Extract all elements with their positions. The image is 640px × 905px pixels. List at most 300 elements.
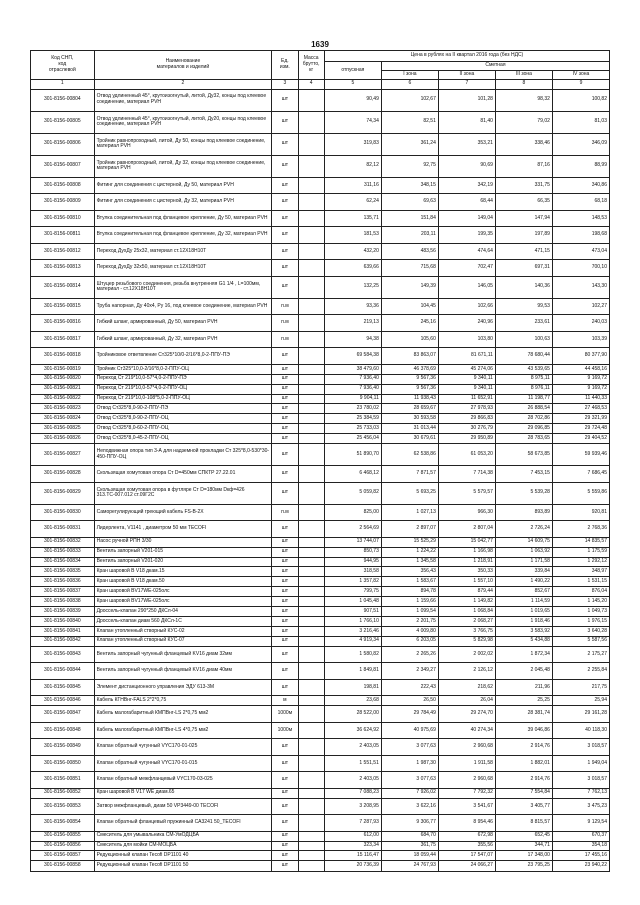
release-price: 51 890,70 — [324, 444, 381, 466]
item-unit: п.м — [272, 298, 298, 315]
item-mass — [298, 755, 324, 772]
item-name: Вентиль запорный чугунный фланцевый KV16 диам 32мм — [94, 646, 272, 663]
table-row — [31, 607, 610, 617]
zone-1-price: 5 693,25 — [381, 482, 438, 504]
item-unit: шт — [272, 788, 298, 798]
zone-1-price: 9 567,36 — [381, 384, 438, 394]
zone-2-price: 2 960,68 — [438, 772, 495, 789]
item-name: Вентиль запорный V201-015 — [94, 547, 272, 557]
table-row — [31, 646, 610, 663]
zone-2-price: 90,69 — [438, 155, 495, 177]
zone-2-price: 11 652,91 — [438, 394, 495, 404]
item-mass — [298, 227, 324, 244]
zone-1-price: 2 349,27 — [381, 663, 438, 680]
item-mass — [298, 404, 324, 414]
zone-3-price: 100,63 — [495, 331, 552, 348]
item-unit: шт — [272, 626, 298, 636]
table-row — [31, 831, 610, 841]
zone-1-price: 69,63 — [381, 194, 438, 211]
release-price: 311,16 — [324, 177, 381, 194]
zone-2-price: 29 950,89 — [438, 434, 495, 444]
zone-1-price: 1 224,22 — [381, 547, 438, 557]
item-name: Кран шаровой В V17 WE диам.65 — [94, 788, 272, 798]
release-price: 5 059,82 — [324, 482, 381, 504]
zone-1-price: 31 013,44 — [381, 424, 438, 434]
zone-2-price: 1 218,91 — [438, 557, 495, 567]
column-index: 7 — [438, 79, 495, 89]
item-unit: шт — [272, 133, 298, 155]
item-code: 301-8156-00821 — [31, 384, 95, 394]
zone-3-price: 79,02 — [495, 111, 552, 133]
header-price-title: Цена в рублях на II квартал 2016 года (без НДС) — [324, 51, 609, 62]
zone-2-price: 17 547,07 — [438, 851, 495, 861]
page-number: 1639 — [311, 40, 329, 49]
item-mass — [298, 587, 324, 597]
item-mass — [298, 384, 324, 394]
zone-4-price: 670,37 — [552, 831, 609, 841]
zone-1-price: 361,24 — [381, 133, 438, 155]
zone-3-price: 17 348,00 — [495, 851, 552, 861]
item-unit: шт — [272, 177, 298, 194]
zone-1-price: 483,56 — [381, 243, 438, 260]
zone-4-price: 217,75 — [552, 679, 609, 696]
item-mass — [298, 547, 324, 557]
zone-4-price: 80 377,90 — [552, 348, 609, 365]
item-mass — [298, 260, 324, 277]
item-unit: п.м — [272, 504, 298, 521]
item-unit: шт — [272, 607, 298, 617]
table-row — [31, 706, 610, 723]
zone-2-price: 218,62 — [438, 679, 495, 696]
item-code: 301-8156-00854 — [31, 815, 95, 832]
item-mass — [298, 394, 324, 404]
zone-4-price: 2 255,84 — [552, 663, 609, 680]
item-mass — [298, 597, 324, 607]
zone-2-price: 2 960,68 — [438, 739, 495, 756]
item-name: Саморегулирующий греющий кабель FS-B-2X — [94, 504, 272, 521]
zone-3-price: 140,36 — [495, 276, 552, 298]
zone-3-price: 87,16 — [495, 155, 552, 177]
item-mass — [298, 348, 324, 365]
item-name: Тройник равнопроходный, литой, Ду 32, концы под клеевое соединение, материал PVH — [94, 155, 272, 177]
item-unit: шт — [272, 815, 298, 832]
zone-4-price: 3 475,23 — [552, 798, 609, 815]
zone-4-price: 1 292,12 — [552, 557, 609, 567]
zone-2-price: 8 954,46 — [438, 815, 495, 832]
item-code: 301-8156-00823 — [31, 404, 95, 414]
zone-1-price: 3 077,63 — [381, 739, 438, 756]
item-unit: шт — [272, 851, 298, 861]
table-row — [31, 851, 610, 861]
zone-2-price: 7 792,32 — [438, 788, 495, 798]
item-unit: шт — [272, 755, 298, 772]
item-code: 301-8156-00825 — [31, 424, 95, 434]
zone-4-price: 1 531,15 — [552, 577, 609, 587]
zone-1-price: 9 567,36 — [381, 374, 438, 384]
zone-4-price: 9 169,72 — [552, 384, 609, 394]
zone-3-price: 1 882,01 — [495, 755, 552, 772]
item-code: 301-8156-00832 — [31, 537, 95, 547]
item-code: 301-8156-00840 — [31, 616, 95, 626]
table-row — [31, 537, 610, 547]
zone-1-price: 151,84 — [381, 210, 438, 227]
zone-3-price: 1 019,65 — [495, 607, 552, 617]
item-code: 301-8156-00815 — [31, 298, 95, 315]
zone-3-price: 5 539,28 — [495, 482, 552, 504]
zone-1-price: 1 583,67 — [381, 577, 438, 587]
item-code: 301-8156-00814 — [31, 276, 95, 298]
item-name: Отвод Ст325*8,0-60-2-ППУ-ОЦ — [94, 424, 272, 434]
zone-1-price: 715,68 — [381, 260, 438, 277]
table-row — [31, 243, 610, 260]
item-mass — [298, 706, 324, 723]
item-mass — [298, 444, 324, 466]
item-name: Лидерлента, V1141 , диаметром 50 мм TECOFI — [94, 521, 272, 538]
release-price: 907,51 — [324, 607, 381, 617]
item-code: 301-8156-00816 — [31, 315, 95, 332]
zone-4-price: 1 145,20 — [552, 597, 609, 607]
zone-4-price: 29 404,52 — [552, 434, 609, 444]
item-name: Клапан утопленный створный КУС-07 — [94, 636, 272, 646]
zone-3-price: 2 045,48 — [495, 663, 552, 680]
header-mass: Масса брутто, кг — [298, 51, 324, 80]
zone-2-price: 672,98 — [438, 831, 495, 841]
zone-1-price: 1 159,66 — [381, 597, 438, 607]
item-unit: шт — [272, 616, 298, 626]
item-code: 301-8156-00846 — [31, 696, 95, 706]
zone-1-price: 361,75 — [381, 841, 438, 851]
zone-2-price: 15 042,77 — [438, 537, 495, 547]
column-index: 5 — [324, 79, 381, 89]
item-unit: шт — [272, 798, 298, 815]
zone-1-price: 3 077,63 — [381, 772, 438, 789]
header-estimate-price: Сметная — [381, 62, 609, 71]
zone-2-price: 61 053,20 — [438, 444, 495, 466]
table-row — [31, 111, 610, 133]
header-zone-1: I зона — [381, 70, 438, 79]
table-row — [31, 636, 610, 646]
zone-2-price: 702,47 — [438, 260, 495, 277]
zone-3-price: 211,96 — [495, 679, 552, 696]
zone-2-price: 9 340,11 — [438, 374, 495, 384]
item-unit: шт — [272, 276, 298, 298]
zone-4-price: 29 161,28 — [552, 706, 609, 723]
item-name: Кран шаровой В V18 дкам.15 — [94, 567, 272, 577]
zone-2-price: 355,56 — [438, 841, 495, 851]
release-price: 13 744,07 — [324, 537, 381, 547]
release-price: 82,12 — [324, 155, 381, 177]
zone-3-price: 233,61 — [495, 315, 552, 332]
table-row — [31, 587, 610, 597]
zone-3-price: 26 888,54 — [495, 404, 552, 414]
zone-2-price: 1 149,82 — [438, 597, 495, 607]
zone-2-price: 29 274,70 — [438, 706, 495, 723]
zone-1-price: 2 265,26 — [381, 646, 438, 663]
zone-3-price: 8 976,11 — [495, 384, 552, 394]
item-mass — [298, 815, 324, 832]
item-unit: п.м — [272, 315, 298, 332]
column-index: 4 — [298, 79, 324, 89]
release-price: 93,36 — [324, 298, 381, 315]
release-price: 25 733,03 — [324, 424, 381, 434]
item-code: 301-8156-00822 — [31, 394, 95, 404]
zone-4-price: 700,10 — [552, 260, 609, 277]
zone-2-price: 101,28 — [438, 89, 495, 111]
zone-1-price: 2 201,75 — [381, 616, 438, 626]
item-code: 301-8156-00831 — [31, 521, 95, 538]
release-price: 198,81 — [324, 679, 381, 696]
item-mass — [298, 414, 324, 424]
zone-3-price: 98,32 — [495, 89, 552, 111]
item-name: Скользящая хомутовая опора в футляре Ст D=180мм Dкф=426 313.ТС-007.012 ст.09Г2С — [94, 482, 272, 504]
zone-3-price: 197,89 — [495, 227, 552, 244]
item-mass — [298, 521, 324, 538]
item-code: 301-8156-00844 — [31, 663, 95, 680]
zone-1-price: 15 525,29 — [381, 537, 438, 547]
item-unit: шт — [272, 348, 298, 365]
zone-4-price: 102,27 — [552, 298, 609, 315]
table-row — [31, 466, 610, 483]
zone-2-price: 2 126,12 — [438, 663, 495, 680]
column-index: 1 — [31, 79, 95, 89]
item-name: Элемент дистанционного управления ЭДУ 613-3М — [94, 679, 272, 696]
item-mass — [298, 243, 324, 260]
item-name: Клапан обратный межфланцевый VYC170-03-025 — [94, 772, 272, 789]
zone-3-price: 23 795,25 — [495, 861, 552, 872]
table-row — [31, 567, 610, 577]
zone-1-price: 92,75 — [381, 155, 438, 177]
item-mass — [298, 133, 324, 155]
zone-2-price: 30 276,79 — [438, 424, 495, 434]
zone-4-price: 17 455,16 — [552, 851, 609, 861]
item-mass — [298, 298, 324, 315]
zone-1-price: 9 306,77 — [381, 815, 438, 832]
zone-3-price: 652,45 — [495, 831, 552, 841]
item-unit: шт — [272, 557, 298, 567]
table-row — [31, 155, 610, 177]
release-price: 74,34 — [324, 111, 381, 133]
item-code: 301-8156-00817 — [31, 331, 95, 348]
release-price: 9 904,11 — [324, 394, 381, 404]
column-index: 6 — [381, 79, 438, 89]
zone-1-price: 18 059,44 — [381, 851, 438, 861]
item-mass — [298, 315, 324, 332]
zone-4-price: 11 440,33 — [552, 394, 609, 404]
item-unit: шт — [272, 597, 298, 607]
table-row — [31, 394, 610, 404]
zone-4-price: 240,03 — [552, 315, 609, 332]
price-table — [30, 50, 610, 872]
zone-4-price: 340,86 — [552, 177, 609, 194]
zone-3-price: 99,53 — [495, 298, 552, 315]
zone-2-price: 81,40 — [438, 111, 495, 133]
item-code: 301-8156-00842 — [31, 636, 95, 646]
zone-4-price: 88,99 — [552, 155, 609, 177]
item-mass — [298, 626, 324, 636]
zone-3-price: 11 198,77 — [495, 394, 552, 404]
table-row — [31, 679, 610, 696]
item-unit: шт — [272, 227, 298, 244]
zone-2-price: 5 579,57 — [438, 482, 495, 504]
zone-2-price: 27 978,93 — [438, 404, 495, 414]
item-unit: шт — [272, 587, 298, 597]
zone-4-price: 1 175,59 — [552, 547, 609, 557]
release-price: 1 551,51 — [324, 755, 381, 772]
item-mass — [298, 739, 324, 756]
table-row — [31, 444, 610, 466]
zone-3-price: 1 171,58 — [495, 557, 552, 567]
release-price: 7 936,40 — [324, 384, 381, 394]
release-price: 7 088,23 — [324, 788, 381, 798]
item-unit: шт — [272, 567, 298, 577]
item-mass — [298, 831, 324, 841]
zone-2-price: 26,04 — [438, 696, 495, 706]
item-name: Втулка соединительная под фланцевое крепление, Ду 50, материал PVH — [94, 210, 272, 227]
item-unit: шт — [272, 444, 298, 466]
item-name: Тройник равнопроходный, литой, Ду 50, концы под клеевое соединение, материал PVH — [94, 133, 272, 155]
zone-4-price: 2 175,27 — [552, 646, 609, 663]
table-row — [31, 424, 610, 434]
zone-4-price: 3 640,28 — [552, 626, 609, 636]
zone-2-price: 7 714,38 — [438, 466, 495, 483]
release-price: 25 456,04 — [324, 434, 381, 444]
item-name: Смеситель для умывальника СМ-УмОДЦБА — [94, 831, 272, 841]
release-price: 23,68 — [324, 696, 381, 706]
item-name: Переход ДуxДу 25x32, материал ст.12X18H10T — [94, 243, 272, 260]
item-mass — [298, 663, 324, 680]
item-mass — [298, 696, 324, 706]
header-zone-2: II зона — [438, 70, 495, 79]
release-price: 2 564,69 — [324, 521, 381, 538]
zone-2-price: 2 068,27 — [438, 616, 495, 626]
item-mass — [298, 504, 324, 521]
table-row — [31, 194, 610, 211]
zone-2-price: 3 541,67 — [438, 798, 495, 815]
item-unit: шт — [272, 739, 298, 756]
zone-3-price: 2 914,76 — [495, 739, 552, 756]
item-code: 301-8156-00850 — [31, 755, 95, 772]
item-name: Кран шаровой В V18 дкам.50 — [94, 577, 272, 587]
zone-4-price: 3 018,57 — [552, 772, 609, 789]
item-name: Тройниковое ответвление Ст325*10/0-2/16*8,0-2-ППУ-ПЭ — [94, 348, 272, 365]
zone-1-price: 29 784,49 — [381, 706, 438, 723]
zone-1-price: 2 897,07 — [381, 521, 438, 538]
item-code: 301-8156-00852 — [31, 788, 95, 798]
item-name: Гибкий шланг, армированный, Ду 32, материал PVH — [94, 331, 272, 348]
table-row — [31, 861, 610, 872]
table-row — [31, 210, 610, 227]
item-name: Клапан обратный чугунный VYC170-01-015 — [94, 755, 272, 772]
item-unit: шт — [272, 194, 298, 211]
release-price: 612,00 — [324, 831, 381, 841]
table-row — [31, 384, 610, 394]
item-mass — [298, 607, 324, 617]
zone-1-price: 203,11 — [381, 227, 438, 244]
item-name: Втулка соединительная под фланцевое крепление, Ду 32, материал PVH — [94, 227, 272, 244]
item-code: 301-8156-00856 — [31, 841, 95, 851]
zone-3-price: 344,71 — [495, 841, 552, 851]
zone-2-price: 146,05 — [438, 276, 495, 298]
zone-4-price: 9 169,72 — [552, 374, 609, 384]
zone-3-price: 2 914,76 — [495, 772, 552, 789]
zone-3-price: 1 918,46 — [495, 616, 552, 626]
zone-1-price: 149,39 — [381, 276, 438, 298]
item-mass — [298, 841, 324, 851]
release-price: 62,24 — [324, 194, 381, 211]
item-mass — [298, 577, 324, 587]
item-name: Переход ДуxДу 32x50, материал ст.12X18H10T — [94, 260, 272, 277]
release-price: 15 116,47 — [324, 851, 381, 861]
zone-3-price: 58 673,85 — [495, 444, 552, 466]
zone-3-price: 8 975,11 — [495, 374, 552, 384]
zone-1-price: 28 659,67 — [381, 404, 438, 414]
zone-2-price: 879,44 — [438, 587, 495, 597]
zone-3-price: 471,15 — [495, 243, 552, 260]
item-name: Отвод удлиненный 45°, крутоизогнутый, литой, Ду20, концы под клеевое соединение, материал PVH — [94, 111, 272, 133]
header-name: Наименование материалов и изделий — [94, 51, 272, 80]
table-row — [31, 663, 610, 680]
release-price: 2 403,05 — [324, 739, 381, 756]
item-name: Фитинг для соединения с цистерной, Ду 50, материал PVH — [94, 177, 272, 194]
zone-1-price: 222,43 — [381, 679, 438, 696]
item-mass — [298, 374, 324, 384]
zone-2-price: 40 274,34 — [438, 722, 495, 739]
release-price: 432,20 — [324, 243, 381, 260]
release-price: 825,00 — [324, 504, 381, 521]
item-name: Труба напорная, Ду 40x4, Ру 16, под клеевое соединение, материал PVH — [94, 298, 272, 315]
item-name: Редукционный клапан Tecofi DP1101 50 — [94, 861, 272, 872]
table-row — [31, 577, 610, 587]
release-price: 219,13 — [324, 315, 381, 332]
zone-2-price: 24 066,27 — [438, 861, 495, 872]
item-unit: шт — [272, 243, 298, 260]
release-price: 4 919,34 — [324, 636, 381, 646]
item-code: 301-8156-00845 — [31, 679, 95, 696]
item-code: 301-8156-00808 — [31, 177, 95, 194]
zone-3-price: 66,35 — [495, 194, 552, 211]
item-code: 301-8156-00851 — [31, 772, 95, 789]
item-name: Дроссель-клапан 290*250 ДКСл-04 — [94, 607, 272, 617]
item-code: 301-8156-00858 — [31, 861, 95, 872]
zone-1-price: 40 975,69 — [381, 722, 438, 739]
item-name: Кабель малогабаритный КМПВнг-LS 4*0,75 мм2 — [94, 722, 272, 739]
zone-4-price: 68,18 — [552, 194, 609, 211]
table-row — [31, 374, 610, 384]
item-mass — [298, 89, 324, 111]
item-code: 301-8156-00812 — [31, 243, 95, 260]
item-code: 301-8156-00828 — [31, 466, 95, 483]
release-price: 36 624,92 — [324, 722, 381, 739]
table-row — [31, 557, 610, 567]
table-row — [31, 133, 610, 155]
zone-4-price: 27 468,53 — [552, 404, 609, 414]
column-index: 8 — [495, 79, 552, 89]
item-unit: шт — [272, 537, 298, 547]
zone-1-price: 3 622,16 — [381, 798, 438, 815]
release-price: 639,66 — [324, 260, 381, 277]
zone-2-price: 81 671,11 — [438, 348, 495, 365]
zone-3-price: 147,94 — [495, 210, 552, 227]
zone-4-price: 143,30 — [552, 276, 609, 298]
zone-4-price: 100,82 — [552, 89, 609, 111]
release-price: 319,83 — [324, 133, 381, 155]
item-unit: шт — [272, 466, 298, 483]
item-unit: шт — [272, 482, 298, 504]
table-row — [31, 616, 610, 626]
zone-1-price: 102,67 — [381, 89, 438, 111]
zone-3-price: 7 554,84 — [495, 788, 552, 798]
table-row — [31, 177, 610, 194]
